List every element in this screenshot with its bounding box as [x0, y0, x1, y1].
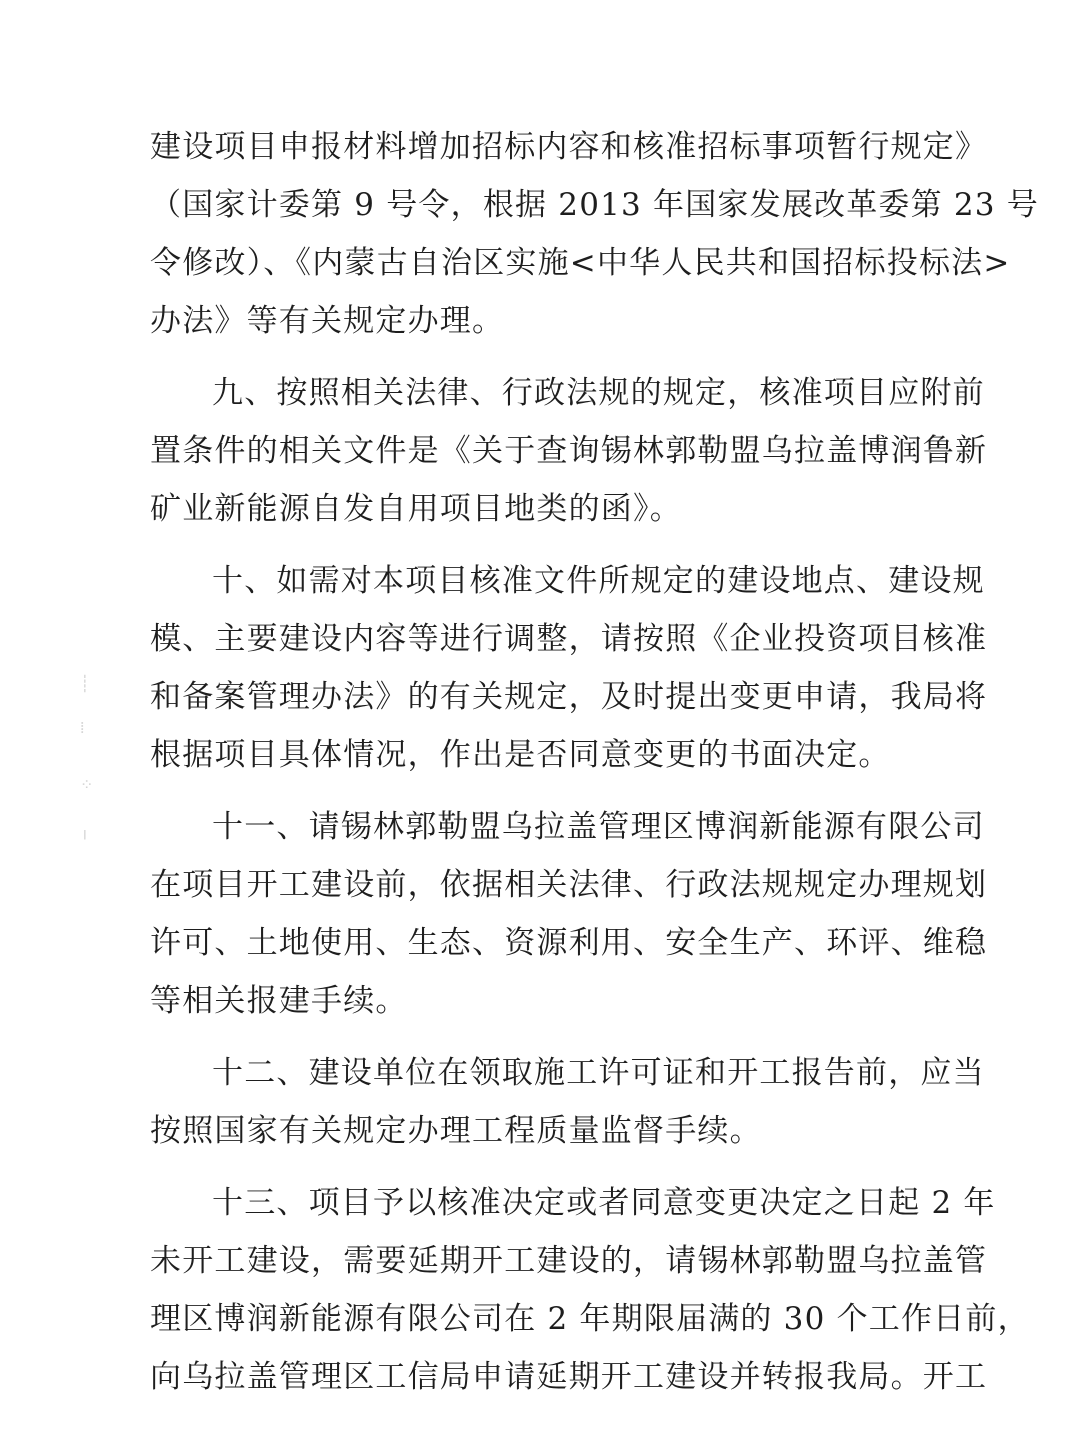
- text-line: 矿业新能源自发自用项目地类的函》。: [150, 491, 682, 527]
- text-line: 未开工建设，需要延期开工建设的，请锡林郭勒盟乌拉盖管: [150, 1243, 988, 1279]
- document-body: [150, 118, 1039, 1406]
- text-line: 令修改）、《内蒙古自治区实施<中华人民共和国招标投标法>: [150, 245, 1011, 281]
- scan-mark: ╵: [80, 830, 90, 849]
- text-line: 十三、项目予以核准决定或者同意变更决定之日起 2 年: [212, 1185, 996, 1221]
- text-line: 模、主要建设内容等进行调整，请按照《企业投资项目核准: [150, 621, 988, 657]
- scan-mark: ⁘: [80, 775, 94, 794]
- text-line: 和备案管理办法》的有关规定，及时提出变更申请，我局将: [150, 679, 988, 715]
- text-line: 十二、建设单位在领取施工许可证和开工报告前，应当: [212, 1055, 985, 1091]
- text-line: 许可、土地使用、生态、资源利用、安全生产、环评、维稳: [150, 925, 988, 961]
- text-line: 向乌拉盖管理区工信局申请延期开工建设并转报我局。开工: [150, 1359, 988, 1395]
- text-line: 等相关报建手续。: [150, 983, 408, 1019]
- text-line: 九、按照相关法律、行政法规的规定，核准项目应附前: [212, 375, 985, 411]
- text-line: 理区博润新能源有限公司在 2 年期限届满的 30 个工作日前，: [150, 1301, 1030, 1337]
- scan-mark: ┊: [80, 674, 90, 693]
- text-line: 十一、请锡林郭勒盟乌拉盖管理区博润新能源有限公司: [212, 809, 985, 845]
- text-line: 建设项目申报材料增加招标内容和核准招标事项暂行规定》: [150, 129, 988, 165]
- text-line: 根据项目具体情况，作出是否同意变更的书面决定。: [150, 737, 891, 773]
- text-line: 置条件的相关文件是《关于查询锡林郭勒盟乌拉盖博润鲁新: [150, 433, 988, 469]
- text-line: 十、如需对本项目核准文件所规定的建设地点、建设规: [212, 563, 985, 599]
- text-line: 在项目开工建设前，依据相关法律、行政法规规定办理规划: [150, 867, 988, 903]
- text-line: 按照国家有关规定办理工程质量监督手续。: [150, 1113, 762, 1149]
- text-line: （国家计委第 9 号令，根据 2013 年国家发展改革委第 23 号: [150, 187, 1039, 223]
- scan-mark: ⁞: [80, 718, 85, 737]
- text-line: 办法》等有关规定办理。: [150, 303, 505, 339]
